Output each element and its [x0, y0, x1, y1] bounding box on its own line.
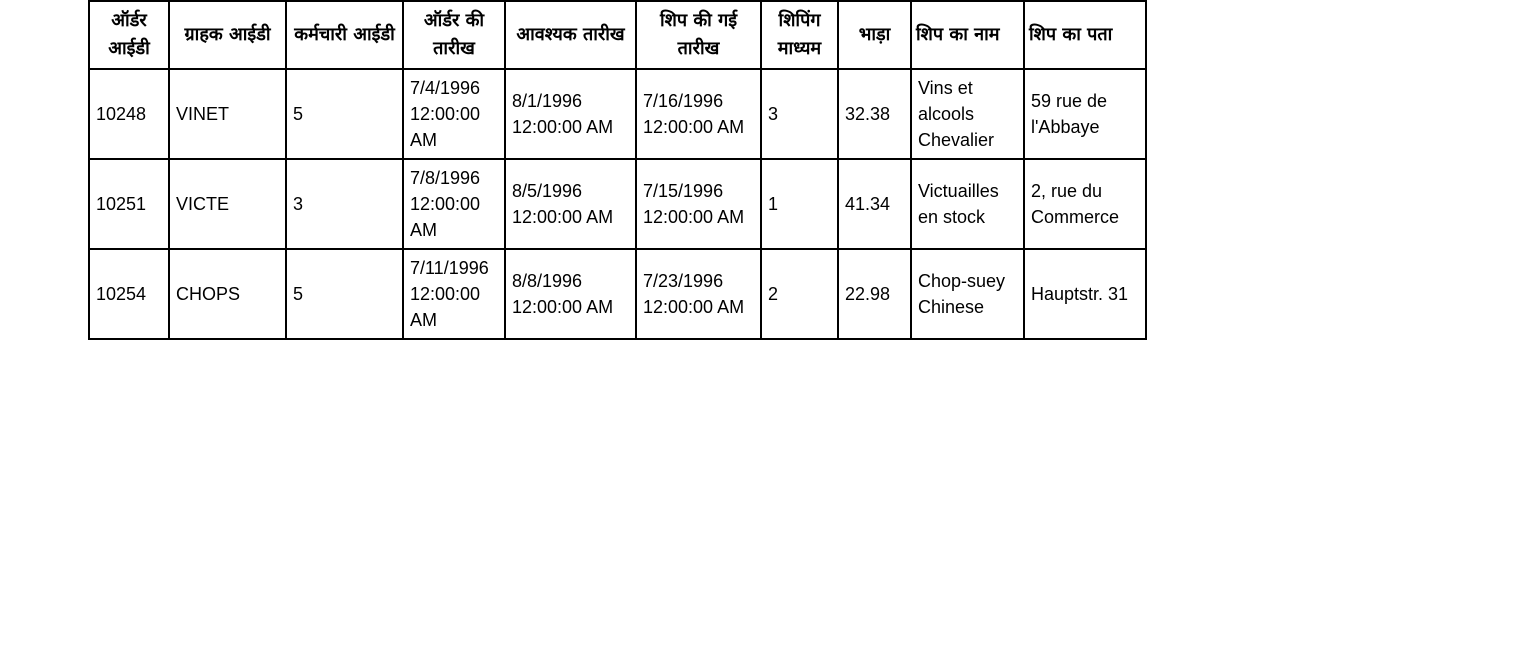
header-order-id: ऑर्डर आईडी	[89, 1, 169, 69]
header-employee-id: कर्मचारी आईडी	[286, 1, 403, 69]
cell-ship-via: 3	[761, 69, 838, 159]
cell-order-date: 7/4/1996 12:00:00 AM	[403, 69, 505, 159]
cell-ship-address: 2, rue du Commerce	[1024, 159, 1146, 249]
header-required-date: आवश्यक तारीख	[505, 1, 636, 69]
table-row	[89, 249, 1146, 339]
cell-customer-id: VICTE	[169, 159, 286, 249]
header-ship-address: शिप का पता	[1024, 1, 1146, 69]
header-freight: भाड़ा	[838, 1, 911, 69]
cell-shipped-date: 7/16/1996 12:00:00 AM	[636, 69, 761, 159]
header-ship-name: शिप का नाम	[911, 1, 1024, 69]
cell-ship-address: Hauptstr. 31	[1024, 249, 1146, 339]
header-customer-id: ग्राहक आईडी	[169, 1, 286, 69]
cell-required-date: 8/5/1996 12:00:00 AM	[505, 159, 636, 249]
cell-employee-id: 3	[286, 159, 403, 249]
header-order-date: ऑर्डर की तारीख	[403, 1, 505, 69]
cell-ship-via: 2	[761, 249, 838, 339]
header-shipped-date: शिप की गई तारीख	[636, 1, 761, 69]
cell-order-id: 10254	[89, 249, 169, 339]
cell-order-date: 7/8/1996 12:00:00 AM	[403, 159, 505, 249]
cell-freight: 22.98	[838, 249, 911, 339]
table-row	[89, 159, 1146, 249]
cell-ship-name: Victuailles en stock	[911, 159, 1024, 249]
header-ship-via: शिपिंग माध्यम	[761, 1, 838, 69]
cell-shipped-date: 7/15/1996 12:00:00 AM	[636, 159, 761, 249]
cell-ship-name: Vins et alcools Chevalier	[911, 69, 1024, 159]
cell-order-date: 7/11/1996 12:00:00 AM	[403, 249, 505, 339]
cell-customer-id: VINET	[169, 69, 286, 159]
cell-order-id: 10248	[89, 69, 169, 159]
cell-ship-via: 1	[761, 159, 838, 249]
header-row	[89, 1, 1146, 69]
cell-required-date: 8/8/1996 12:00:00 AM	[505, 249, 636, 339]
cell-freight: 32.38	[838, 69, 911, 159]
table-row	[89, 69, 1146, 159]
cell-ship-address: 59 rue de l'Abbaye	[1024, 69, 1146, 159]
cell-ship-name: Chop-suey Chinese	[911, 249, 1024, 339]
cell-order-id: 10251	[89, 159, 169, 249]
cell-customer-id: CHOPS	[169, 249, 286, 339]
cell-employee-id: 5	[286, 249, 403, 339]
cell-freight: 41.34	[838, 159, 911, 249]
orders-table	[88, 0, 1147, 340]
cell-shipped-date: 7/23/1996 12:00:00 AM	[636, 249, 761, 339]
cell-employee-id: 5	[286, 69, 403, 159]
cell-required-date: 8/1/1996 12:00:00 AM	[505, 69, 636, 159]
